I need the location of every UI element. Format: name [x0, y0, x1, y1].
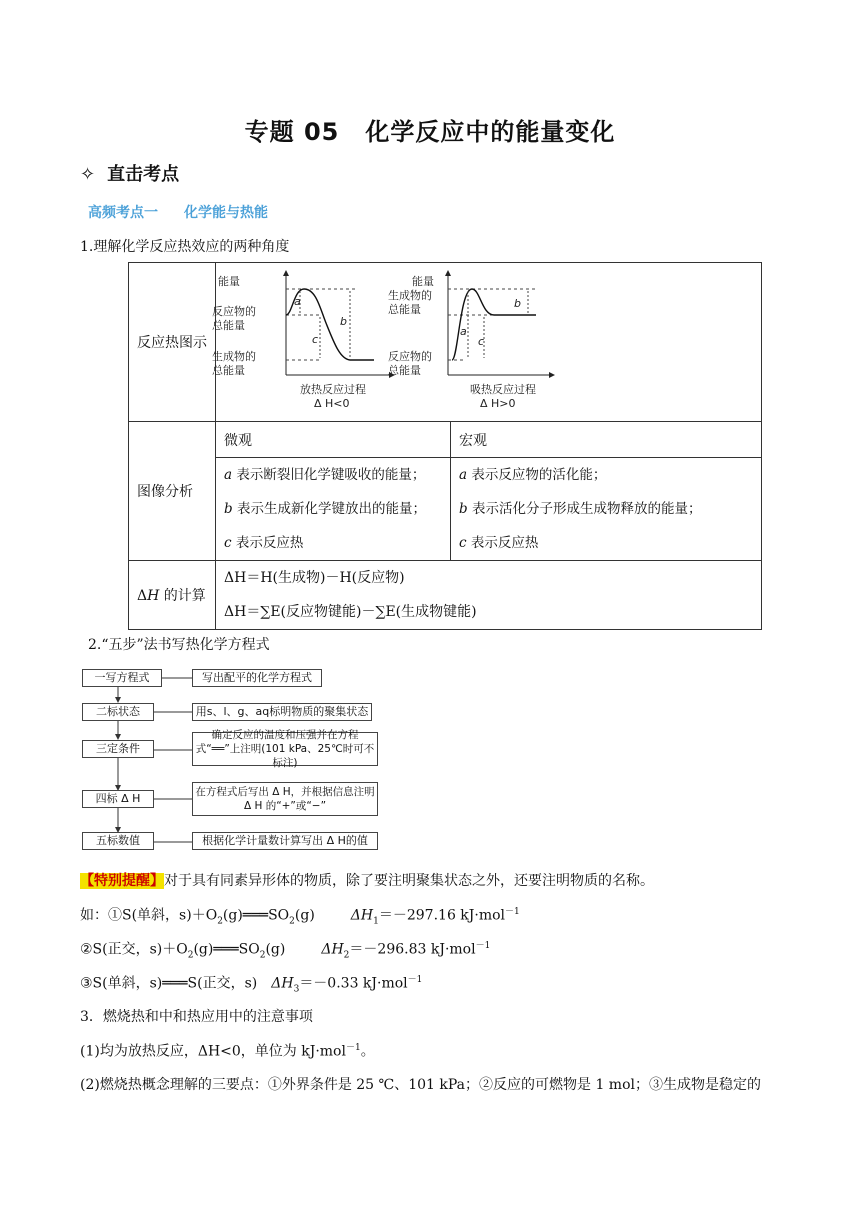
energy-diagrams — [212, 263, 761, 421]
flow-note-2: 用s、l、g、aq标明物质的聚集状态 — [192, 703, 372, 721]
calc-line-1: ΔH＝H(生成物)－H(反应物) — [224, 570, 405, 586]
tip-label: 【特别提醒】 — [80, 873, 164, 889]
item3-heading: 3．燃烧热和中和热应用中的注意事项 — [80, 1009, 313, 1025]
col-macro-header: 宏观 — [451, 422, 762, 458]
exothermic-diagram — [212, 273, 392, 410]
flow-step-1: 一写方程式 — [82, 669, 162, 687]
row3-label: ΔH 的计算 — [129, 561, 216, 630]
flow-note-3: 确定反应的温度和压强并在方程式“══”上注明(101 kPa、25℃时可不标注) — [192, 732, 378, 766]
flow-note-4: 在方程式后写出 Δ H，并根据信息注明 Δ H 的“+”或“−” — [192, 782, 378, 816]
diagram-cell — [212, 263, 762, 422]
right-x-label: 吸热反应过程 — [470, 383, 536, 396]
left-bottom-label-1: 生成物的 — [212, 350, 256, 363]
left-b-label: b — [340, 315, 347, 328]
item2-heading: 2.“五步”法书写热化学方程式 — [88, 637, 270, 653]
right-c-label: c — [478, 335, 485, 348]
flow-step-3: 三定条件 — [82, 740, 154, 758]
col-micro-header: 微观 — [216, 422, 451, 458]
four-pointed-star-icon: ✧ — [80, 164, 96, 185]
reaction-heat-table — [128, 262, 762, 630]
flow-note-1: 写出配平的化学方程式 — [192, 669, 322, 687]
flow-step-4: 四标 Δ H — [82, 790, 154, 808]
left-top-label-1: 反应物的 — [212, 305, 256, 318]
equation-1: 如：①S(单斜，$s)+O_2(g)═══SO_2(g)$ $\Delta H_1=-297.16$ kJ·mol$^{-1}$ — [80, 907, 520, 927]
page-title: 专题 05 化学反应中的能量变化 — [244, 118, 616, 146]
right-top-label-2: 总能量 — [388, 303, 421, 316]
tip-text: 对于具有同素异形体的物质，除了要注明聚集状态之外，还要注明物质的名称。 — [164, 873, 654, 889]
endothermic-diagram — [388, 273, 552, 410]
left-x-label: 放热反应过程 — [300, 383, 366, 396]
item1-heading: 1.理解化学反应热效应的两种角度 — [80, 239, 290, 255]
macro-analysis-cell: a 表示反应物的活化能； b 表示活化分子形成生成物释放的能量； c 表示反应热 — [451, 458, 762, 561]
calc-line-2: ΔH＝∑E(反应物键能)－∑E(生成物键能) — [224, 604, 477, 620]
calc-cell — [216, 561, 762, 630]
equation-3: ③S(单斜，s)═══S(正交，s) $\Delta H_3=-0.33$ kJ·mol$^{-1}$ — [80, 975, 423, 995]
section-heading: ✧ 直击考点 — [80, 164, 180, 185]
subsection-heading: 高频考点一 化学能与热能 — [88, 205, 268, 221]
row2-label: 图像分析 — [129, 422, 216, 561]
left-bottom-label-2: 总能量 — [212, 364, 245, 377]
left-a-label: a — [294, 295, 301, 308]
row1-label: 反应热图示 — [129, 263, 216, 422]
right-condition: Δ H>0 — [480, 397, 516, 410]
right-y-label: 能量 — [412, 275, 434, 288]
right-bottom-label-2: 总能量 — [388, 364, 421, 377]
right-b-label: b — [514, 297, 521, 310]
right-bottom-label-1: 反应物的 — [388, 350, 432, 363]
flow-step-2: 二标状态 — [82, 703, 154, 721]
flow-note-5: 根据化学计量数计算写出 Δ H的值 — [192, 832, 378, 850]
right-a-label: a — [460, 325, 467, 338]
special-tip — [80, 870, 654, 890]
left-y-label: 能量 — [218, 275, 240, 288]
left-top-label-2: 总能量 — [212, 319, 245, 332]
item3-line1: (1)均为放热反应，ΔH<0，单位为 kJ·mol$^{-1}$。 — [80, 1043, 375, 1060]
equation-2: ②S(正交，$s)+O_2(g)═══SO_2(g)$ $\Delta H_2=-296.83$ kJ·mol$^{-1}$ — [80, 941, 491, 961]
micro-analysis-cell: a 表示断裂旧化学键吸收的能量； b 表示生成新化学键放出的能量； c 表示反应热 — [216, 458, 451, 561]
flow-step-5: 五标数值 — [82, 832, 154, 850]
right-top-label-1: 生成物的 — [388, 289, 432, 302]
left-c-label: c — [312, 333, 319, 346]
left-condition: Δ H<0 — [314, 397, 350, 410]
item3-line2: (2)燃烧热概念理解的三要点：①外界条件是 25 ℃、101 kPa；②反应的可燃物是 1 mol；③生成物是稳定的 — [80, 1077, 761, 1093]
